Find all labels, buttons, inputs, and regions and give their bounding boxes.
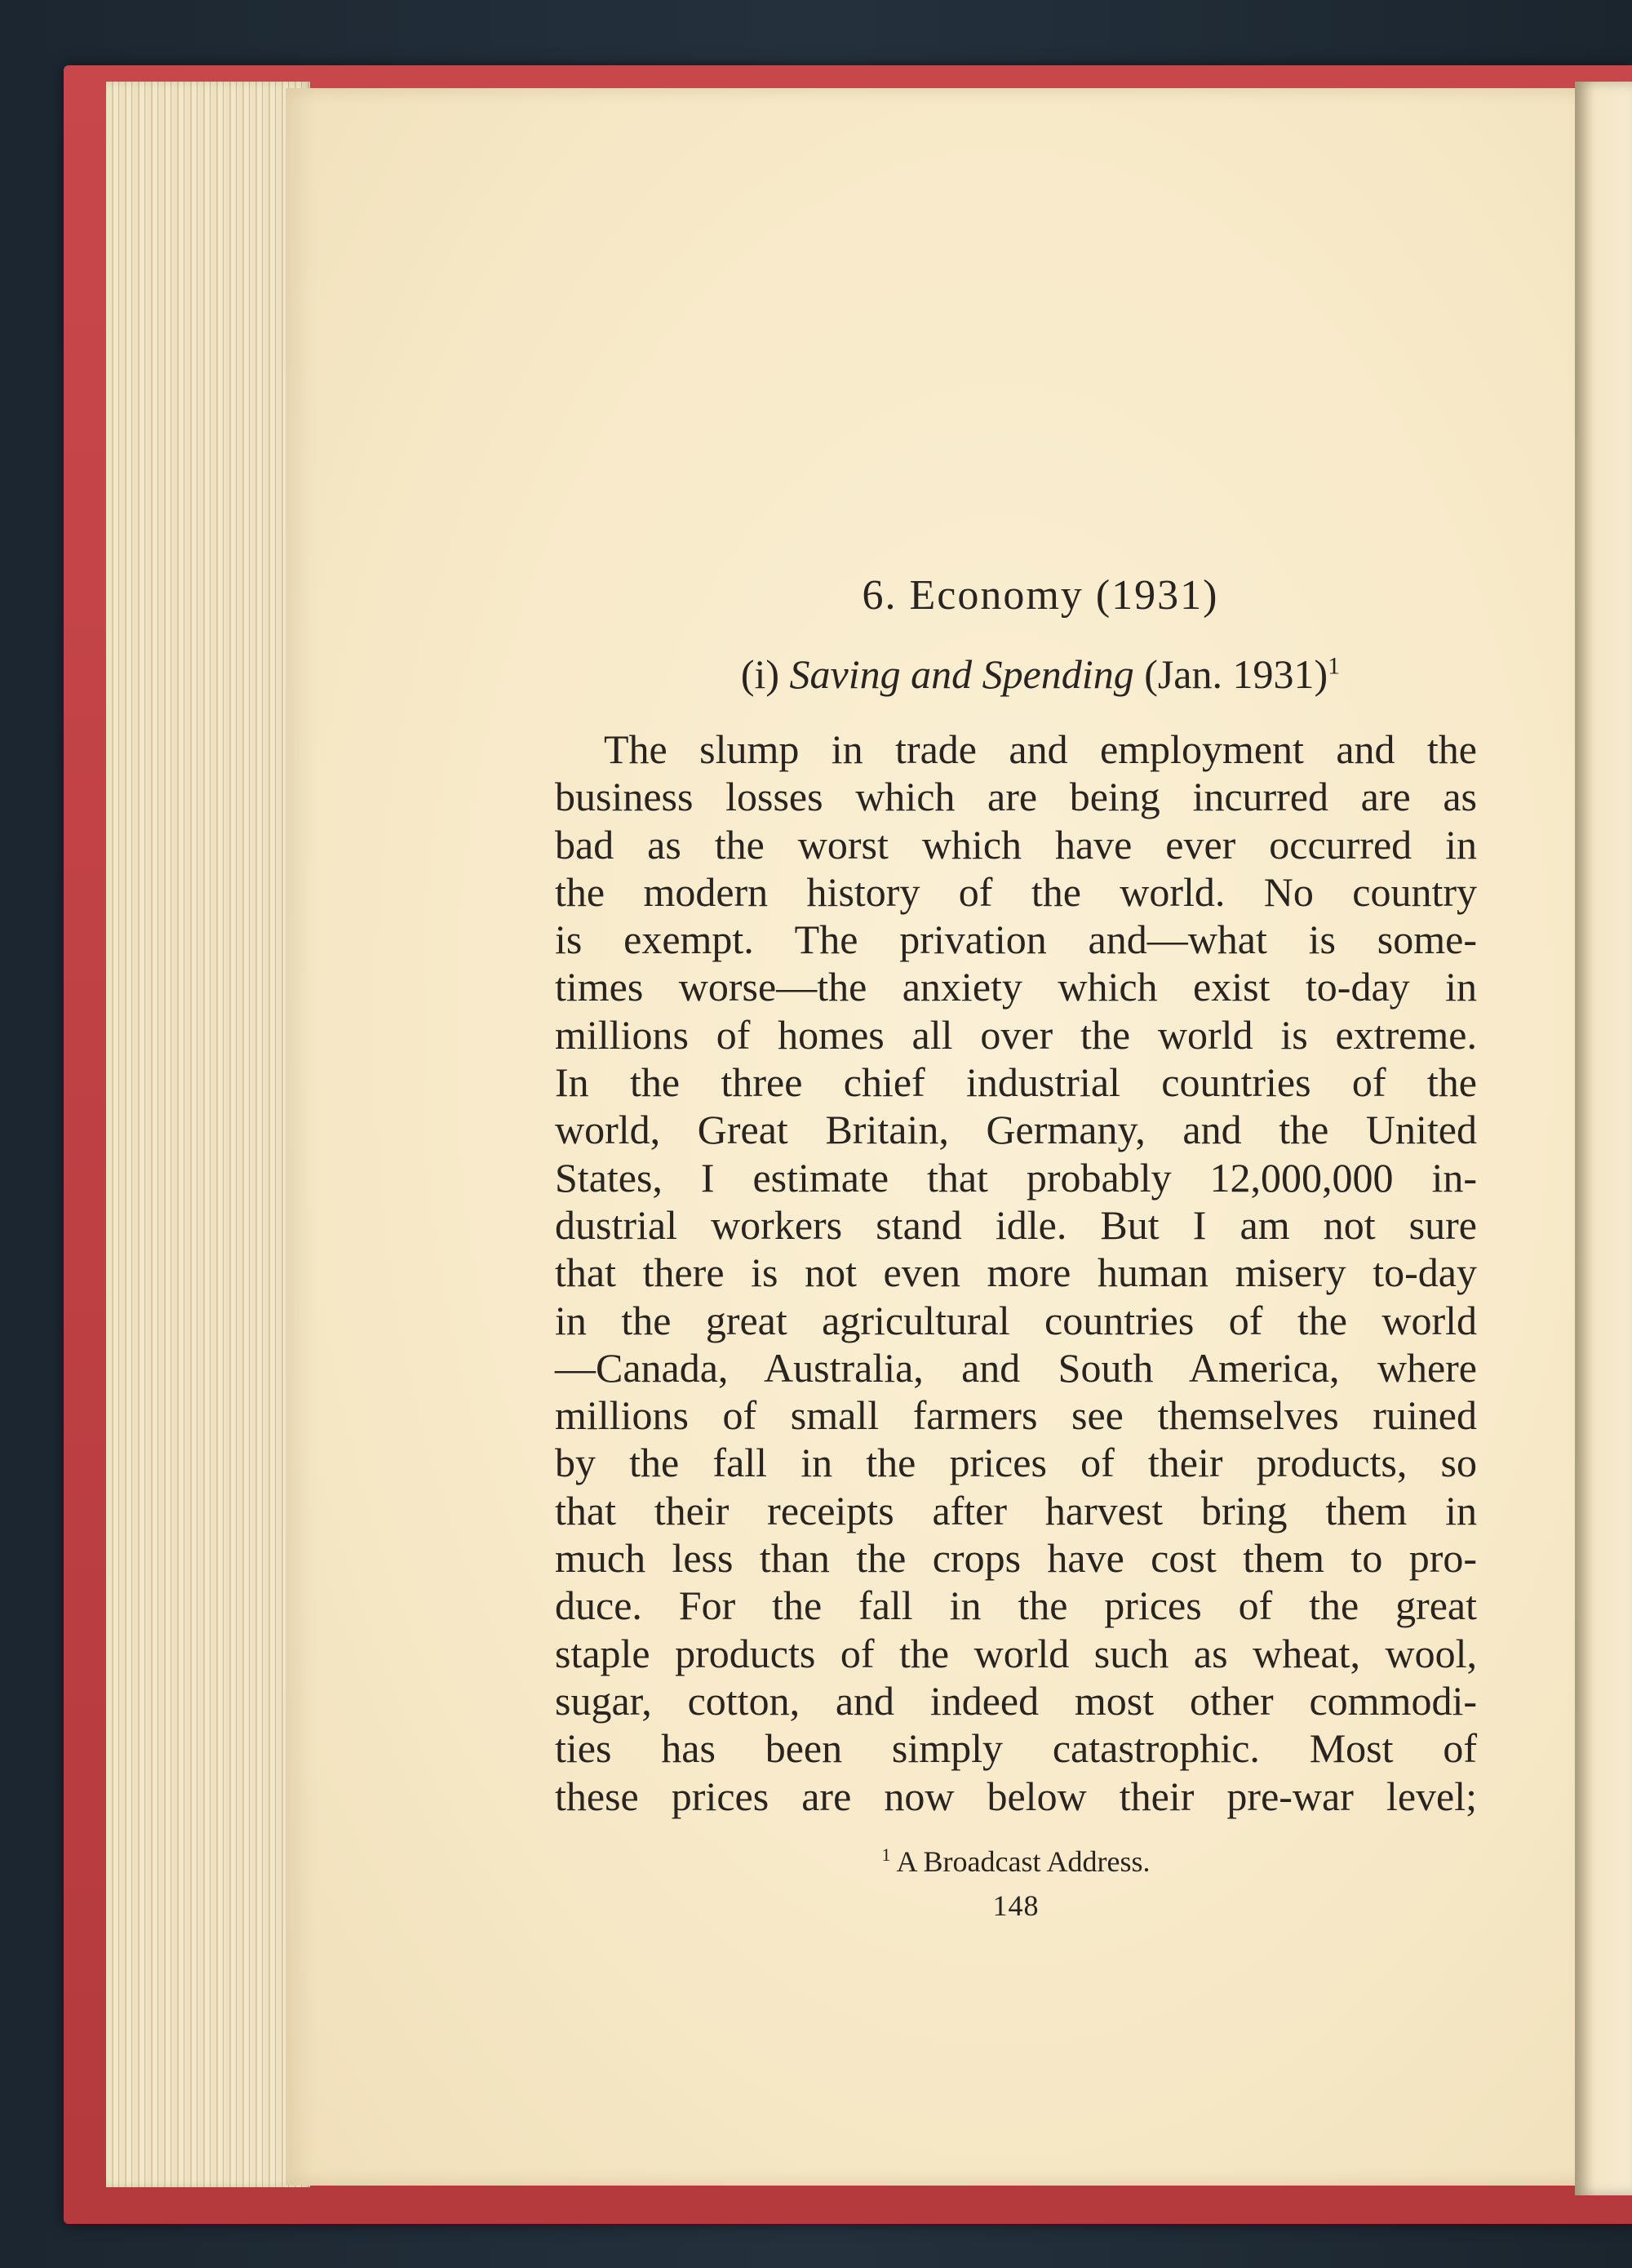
text-line: the modern history of the world. No country [555, 868, 1477, 915]
page-edges [106, 82, 310, 2187]
text-line: —Canada, Australia, and South America, where [555, 1344, 1477, 1391]
text-line: business losses which are being incurred are as [555, 774, 1477, 820]
text-line: world, Great Britain, Germany, and the United [555, 1107, 1477, 1153]
text-line: is exempt. The privation and—what is some- [555, 917, 1477, 963]
text-line: millions of homes all over the world is extreme. [555, 1011, 1477, 1058]
body-paragraph [555, 726, 1477, 1820]
text-line: staple products of the world such as wheat, wool, [555, 1630, 1477, 1676]
text-line: by the fall in the prices of their products, so [555, 1440, 1477, 1486]
footnote-text: A Broadcast Address. [896, 1844, 1151, 1878]
text-line: duce. For the fall in the prices of the great [555, 1582, 1477, 1629]
footnote-marker: 1 [881, 1844, 891, 1865]
text-line: ties has been simply catastrophic. Most of [555, 1725, 1477, 1772]
footnote [555, 1844, 1477, 1879]
section-number: (i) [740, 651, 780, 697]
footnote-reference: 1 [1328, 652, 1341, 680]
text-line: that their receipts after harvest bring them in [555, 1487, 1477, 1533]
section-date: (Jan. 1931) [1144, 651, 1328, 697]
text-line: that there is not even more human misery to-day [555, 1249, 1477, 1296]
section-title [604, 650, 1477, 698]
text-line: millions of small farmers see themselves ruined [555, 1392, 1477, 1439]
text-line: In the three chief industrial countries of the [555, 1059, 1477, 1106]
text-line: in the great agricultural countries of the world [555, 1297, 1477, 1343]
text-line: much less than the crops have cost them to pro- [555, 1535, 1477, 1582]
text-line: bad as the worst which have ever occurred in [555, 821, 1477, 868]
text-line: dustrial workers stand idle. But I am not sure [555, 1201, 1477, 1248]
page-text [555, 571, 1477, 1923]
page-number: 148 [992, 1889, 1040, 1922]
section-name: Saving and Spending [789, 651, 1134, 697]
text-line: these prices are now below their pre-war level; [555, 1773, 1477, 1819]
facing-page-gutter [1575, 82, 1632, 2195]
text-line: States, I estimate that probably 12,000,000 in- [555, 1154, 1477, 1201]
text-line: The slump in trade and employment and the [604, 726, 1477, 772]
chapter-title: 6. Economy (1931) [862, 572, 1219, 619]
text-line: times worse—the anxiety which exist to-day in [555, 964, 1477, 1010]
text-line: sugar, cotton, and indeed most other commodi- [555, 1677, 1477, 1724]
